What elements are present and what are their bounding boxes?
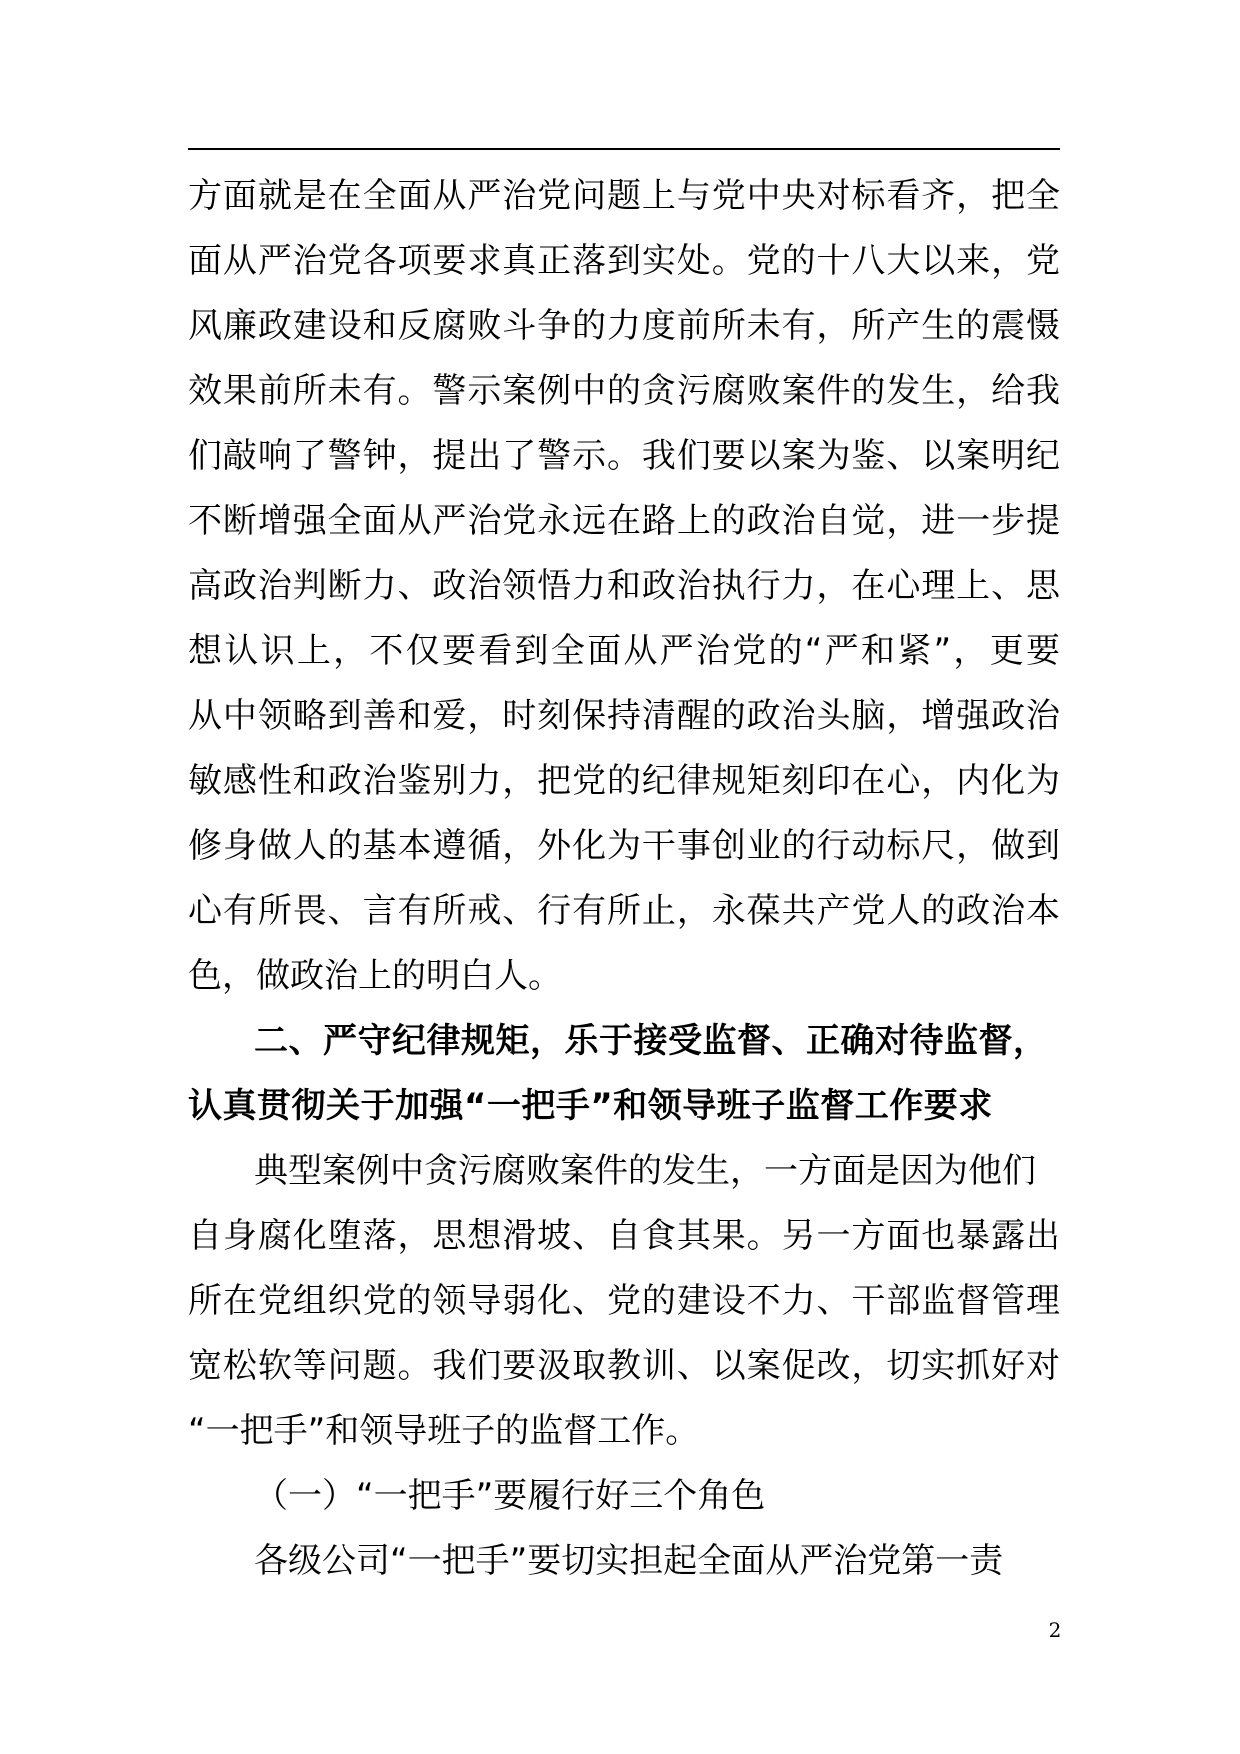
- body-line: 面从严治党各项要求真正落到实处。党的十八大以来，党: [188, 241, 1060, 281]
- body-line: 不断增强全面从严治党永远在路上的政治自觉，进一步提: [188, 501, 1060, 541]
- body-line: 从中领略到善和爱，时刻保持清醒的政治头脑，增强政治: [188, 696, 1060, 736]
- body-line: 们敲响了警钟，提出了警示。我们要以案为鉴、以案明纪: [188, 436, 1060, 476]
- section-heading: 认真贯彻关于加强“一把手”和领导班子监督工作要求: [188, 1086, 993, 1126]
- body-line: 敏感性和政治鉴别力，把党的纪律规矩刻印在心，内化为: [188, 761, 1060, 801]
- body-line: 效果前所未有。警示案例中的贪污腐败案件的发生，给我: [188, 371, 1060, 411]
- body-line: 想认识上，不仅要看到全面从严治党的“严和紧”，更要: [188, 631, 1060, 671]
- subsection-heading: （一）“一把手”要履行好三个角色: [254, 1476, 766, 1516]
- body-line: 高政治判断力、政治领悟力和政治执行力，在心理上、思: [188, 566, 1060, 606]
- section-heading: 二、严守纪律规矩，乐于接受监督、正确对待监督，: [254, 1021, 1048, 1061]
- body-line: 修身做人的基本遵循，外化为干事创业的行动标尺，做到: [188, 826, 1060, 866]
- body-line: 所在党组织党的领导弱化、党的建设不力、干部监督管理: [188, 1281, 1060, 1321]
- body-line: “一把手”和领导班子的监督工作。: [188, 1411, 700, 1451]
- body-line: 色，做政治上的明白人。: [188, 956, 562, 996]
- body-line: 各级公司“一把手”要切实担起全面从严治党第一责: [254, 1541, 1004, 1581]
- body-line: 宽松软等问题。我们要汲取教训、以案促改，切实抓好对: [188, 1346, 1060, 1386]
- body-line: 方面就是在全面从严治党问题上与党中央对标看齐，把全: [188, 176, 1060, 216]
- body-line: 风廉政建设和反腐败斗争的力度前所未有，所产生的震慑: [188, 306, 1060, 346]
- body-line: 自身腐化堕落，思想滑坡、自食其果。另一方面也暴露出: [188, 1216, 1060, 1256]
- page-number: 2: [1048, 1618, 1062, 1642]
- document-body: [188, 164, 1060, 1594]
- header-rule: [188, 148, 1060, 150]
- body-line: 心有所畏、言有所戒、行有所止，永葆共产党人的政治本: [188, 891, 1060, 931]
- body-line: 典型案例中贪污腐败案件的发生，一方面是因为他们: [254, 1151, 1036, 1191]
